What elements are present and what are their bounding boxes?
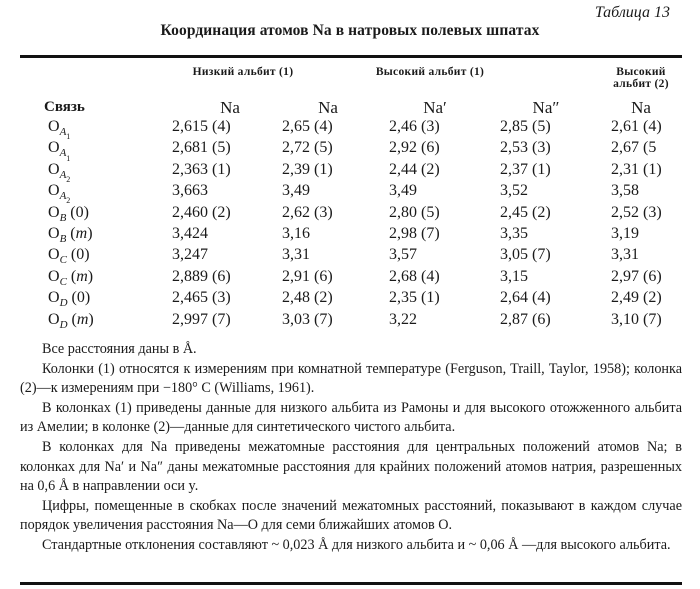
table-cell: 2,681 (5): [172, 139, 231, 157]
bond-label: $O_C$ (0): [48, 246, 90, 267]
table-row: [0, 225, 700, 246]
table-cell: 3,49: [282, 182, 310, 200]
table-cell: 2,62 (3): [282, 203, 333, 221]
table-cell: 3,03 (7): [282, 310, 333, 328]
table-cell: 3,52: [500, 182, 528, 200]
table-cell: 2,53 (3): [500, 139, 551, 157]
table-row: [0, 182, 700, 206]
table-cell: 2,91 (6): [282, 267, 333, 285]
table-cell: 3,35: [500, 224, 528, 242]
header-col-na-high1: Na: [318, 98, 338, 117]
top-rule: [20, 55, 682, 58]
header-high-albite-1: Высокий альбит (1): [375, 66, 485, 78]
table-cell: 2,80 (5): [389, 203, 440, 221]
table-cell: 2,61 (4): [611, 118, 662, 135]
table-cell: 3,15: [500, 267, 528, 285]
table-cell: 2,67 (5: [611, 139, 657, 157]
table-cell: 3,10 (7): [611, 310, 662, 328]
table-cell: 2,92 (6): [389, 139, 440, 157]
bond-label: $O_C$ (m): [48, 267, 94, 288]
table-cell: 2,363 (1): [172, 160, 231, 178]
note-paragraph: Цифры, помещенные в скобках после значений межатомных расстояний, показывают в каждом случае порядок увеличения расстояния Na—O для семи ближайших атомов O.: [20, 497, 682, 534]
bond-label: $O_{A_1}$: [48, 139, 71, 163]
header-col-na-double-prime: Na″: [532, 98, 560, 117]
table-cell: 3,22: [389, 310, 417, 328]
header-low-albite-1: Низкий альбит (1): [192, 66, 294, 78]
table-cell: 2,64 (4): [500, 289, 551, 307]
header-col-na-high2: Na: [631, 98, 651, 117]
header-high-albite-2: Высокий альбит (2): [613, 66, 669, 90]
table-row: [0, 139, 700, 163]
table-row: [0, 289, 700, 310]
table-row: [0, 118, 700, 142]
note-paragraph: Колонки (1) относятся к измерениям при комнатной температуре (Ferguson, Traill, Taylor, 1958); колонка (2)—к измерениям при −180° С (Williams, 1961).: [20, 360, 682, 397]
table-cell: 3,16: [282, 224, 310, 242]
table-cell: 2,997 (7): [172, 310, 231, 328]
table-cell: 2,98 (7): [389, 224, 440, 242]
bond-label: $O_B$ (0): [48, 203, 89, 224]
bond-label: $O_{A_2}$: [48, 182, 71, 206]
table-cell: 3,19: [611, 224, 639, 242]
table-cell: 3,663: [172, 182, 208, 200]
table-cell: 2,49 (2): [611, 289, 662, 307]
table-cell: 2,35 (1): [389, 289, 440, 307]
table-cell: 3,49: [389, 182, 417, 200]
table-body: [0, 118, 700, 332]
note-paragraph: В колонках для Na приведены межатомные расстояния для центральных положений атомов Na; в колонках для Na′ и Na″ даны межатомные расстояния для крайних положений атомов натрия, разрешенных на 0,6 Å в направлении оси y.: [20, 438, 682, 495]
table-cell: 2,465 (3): [172, 289, 231, 307]
table-cell: 3,58: [611, 182, 639, 200]
table-cell: 2,46 (3): [389, 118, 440, 135]
table-row: [0, 161, 700, 182]
table-row: [0, 204, 700, 225]
table-cell: 2,85 (5): [500, 118, 551, 135]
table-row: [0, 311, 700, 332]
table-cell: 2,72 (5): [282, 139, 333, 157]
header-bond: Связь: [44, 99, 85, 115]
table-cell: 2,39 (1): [282, 160, 333, 178]
note-paragraph: В колонках (1) приведены данные для низкого альбита из Рамоны и для высокого отожженного альбита из Амелии; в колонке (2)—данные для синтетического чистого альбита.: [20, 399, 682, 436]
header-col-na-low: Na: [220, 98, 240, 117]
table-cell: 2,45 (2): [500, 203, 551, 221]
table-cell: 2,65 (4): [282, 118, 333, 135]
table-cell: 2,87 (6): [500, 310, 551, 328]
table-cell: 2,68 (4): [389, 267, 440, 285]
bond-label: $O_D$ (m): [48, 310, 94, 331]
header-col-na-prime: Na′: [423, 98, 447, 117]
table-row: [0, 246, 700, 267]
table-cell: 2,31 (1): [611, 160, 662, 178]
table-cell: 2,37 (1): [500, 160, 551, 178]
table-cell: 2,44 (2): [389, 160, 440, 178]
table-cell: 3,31: [611, 246, 639, 264]
bond-label: $O_{A_1}$: [48, 118, 71, 142]
table-cell: 2,889 (6): [172, 267, 231, 285]
table-cell: 2,52 (3): [611, 203, 662, 221]
table-row: [0, 268, 700, 289]
bond-label: $O_D$ (0): [48, 289, 91, 310]
table-cell: 3,31: [282, 246, 310, 264]
table-notes: [20, 340, 682, 556]
bond-label: $O_{A_2}$: [48, 160, 71, 184]
table-cell: 3,57: [389, 246, 417, 264]
table-cell: 2,97 (6): [611, 267, 662, 285]
table-title: Координация атомов Na в натровых полевых шпатах: [160, 22, 540, 39]
table-cell: 3,424: [172, 224, 208, 242]
bond-label: $O_B$ (m): [48, 224, 93, 245]
table-cell: 3,247: [172, 246, 208, 264]
table-cell: 2,48 (2): [282, 289, 333, 307]
table-number: Таблица 13: [594, 4, 670, 21]
note-paragraph: Стандартные отклонения составляют ~ 0,023 Å для низкого альбита и ~ 0,06 Å —для высокого альбита.: [42, 536, 671, 553]
table-cell: 2,460 (2): [172, 203, 231, 221]
table-cell: 2,615 (4): [172, 118, 231, 135]
table-cell: 3,05 (7): [500, 246, 551, 264]
bottom-rule: [20, 582, 682, 585]
note-paragraph: Все расстояния даны в Å.: [42, 341, 197, 357]
